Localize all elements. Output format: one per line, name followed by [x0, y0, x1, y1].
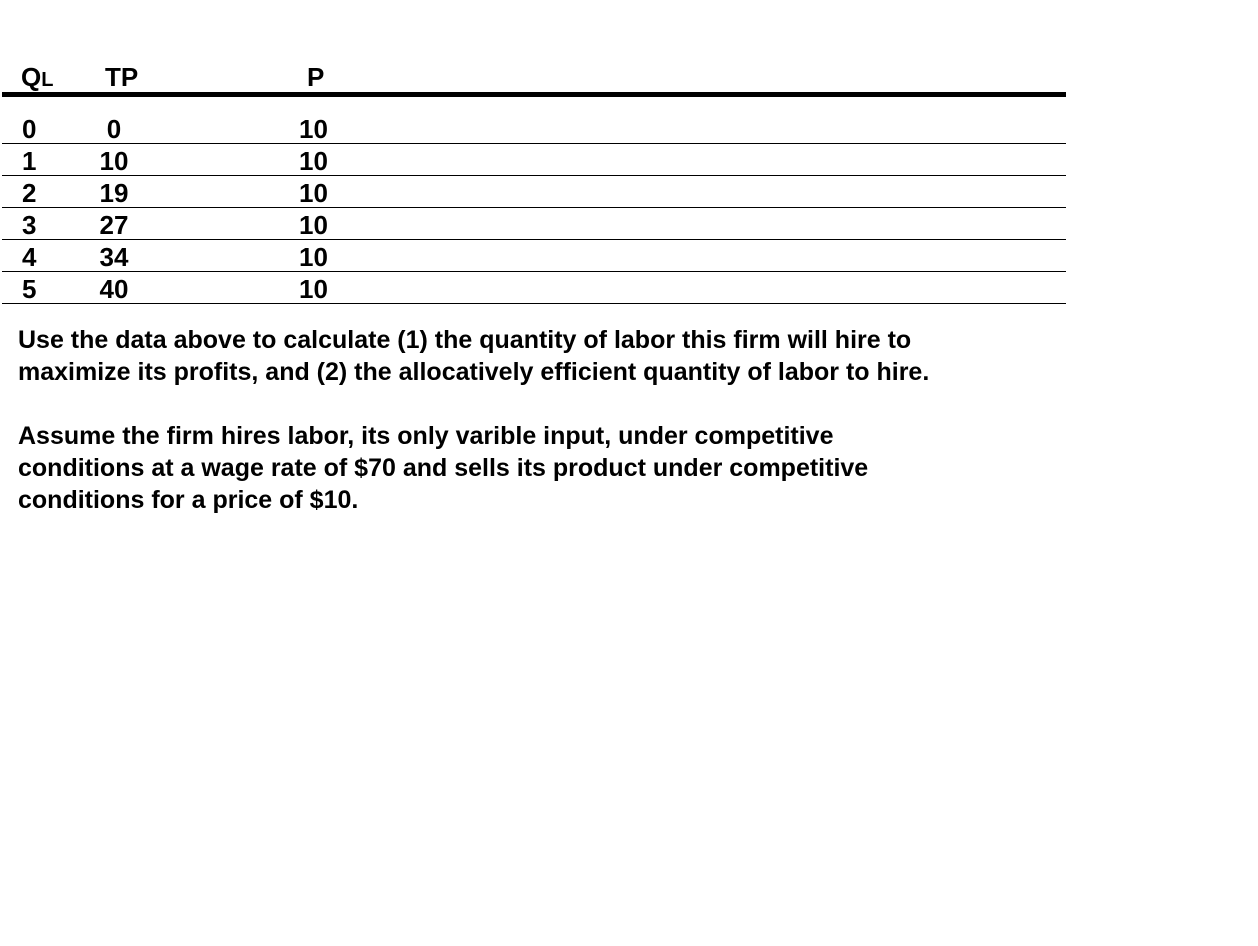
cell-ql: 5 — [22, 274, 37, 304]
header-ql — [21, 62, 53, 95]
cell-p: 10 — [299, 178, 328, 208]
header-p: P — [307, 62, 325, 92]
question-text — [18, 324, 1118, 548]
data-table — [2, 58, 1066, 304]
cell-ql: 2 — [22, 178, 37, 208]
cell-p: 10 — [299, 146, 328, 176]
cell-tp: 10 — [99, 146, 129, 176]
table-row — [2, 112, 1066, 144]
cell-tp: 27 — [99, 210, 129, 240]
cell-tp: 34 — [99, 242, 129, 272]
cell-p: 10 — [299, 242, 328, 272]
text-line: maximize its profits, and (2) the allocatively efficient quantity of labor to hire. — [18, 358, 930, 386]
text-line: conditions for a price of $10. — [18, 486, 359, 514]
table-header-row — [2, 58, 1066, 97]
header-ql-subscript: L — [41, 69, 54, 91]
text-line: Assume the firm hires labor, its only varible input, under competitive — [18, 422, 834, 450]
cell-p: 10 — [299, 274, 328, 304]
question-paragraph-1 — [18, 324, 1118, 388]
cell-p: 10 — [299, 114, 328, 144]
cell-p: 10 — [299, 210, 328, 240]
header-tp: TP — [105, 62, 139, 92]
table-row — [2, 144, 1066, 176]
table-row — [2, 240, 1066, 272]
table-row — [2, 208, 1066, 240]
table-row — [2, 176, 1066, 208]
cell-ql: 4 — [22, 242, 37, 272]
cell-tp: 19 — [99, 178, 129, 208]
cell-ql: 0 — [22, 114, 37, 144]
table-row — [2, 272, 1066, 304]
text-line: Use the data above to calculate (1) the quantity of labor this firm will hire to — [18, 326, 912, 354]
cell-tp: 0 — [106, 114, 122, 144]
cell-tp: 40 — [99, 274, 129, 304]
cell-ql: 1 — [22, 146, 37, 176]
text-line: conditions at a wage rate of $70 and sells its product under competitive — [18, 454, 869, 482]
header-ql-main: Q — [21, 62, 42, 92]
question-paragraph-2 — [18, 420, 1118, 516]
cell-ql: 3 — [22, 210, 37, 240]
table-body — [2, 112, 1066, 304]
